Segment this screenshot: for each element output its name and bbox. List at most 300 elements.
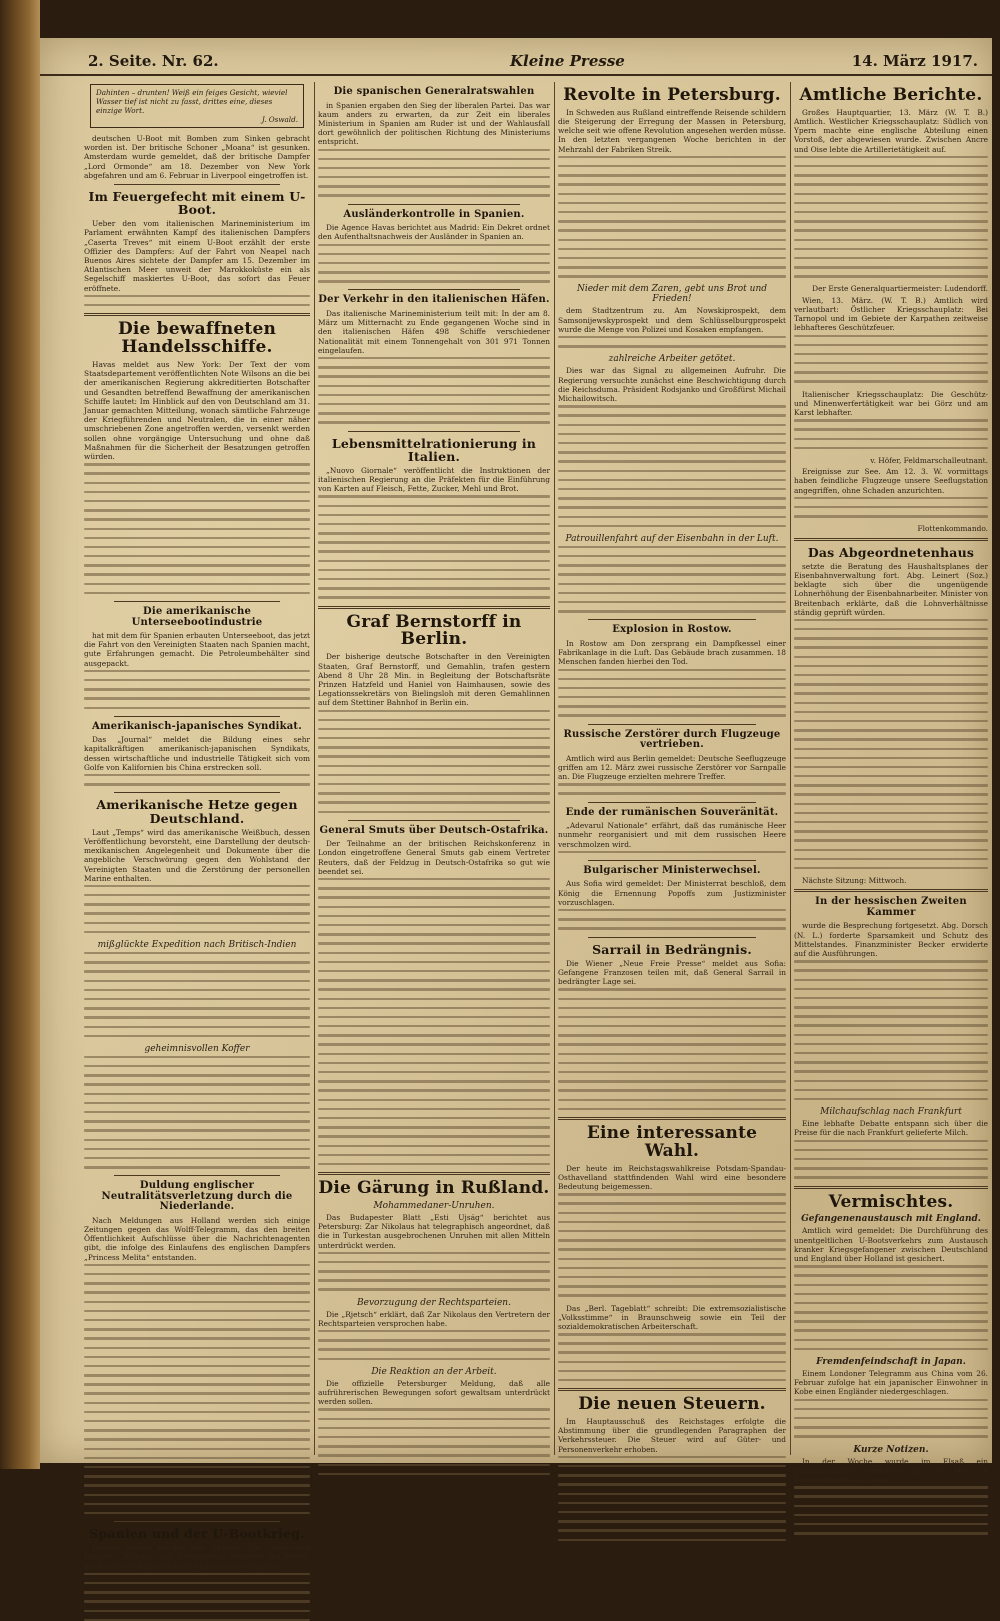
text-line [318,783,550,785]
separator [114,184,280,185]
headline: Graf Bernstorff in Berlin. [346,611,522,650]
text-line [318,532,550,534]
text-line [84,509,310,511]
text-line [318,158,550,160]
text-line [558,1239,786,1241]
quote-text: Dahinten – drunten! Weiß ein feiges Gesicht, wieviel Wasser tief ist nicht zu fasst, drittes eine, dieses einzige Wort. [96,88,288,115]
text-line [558,1493,786,1495]
text-line [794,665,988,667]
text-line [318,915,550,917]
text-line [318,801,550,803]
text-line [318,1454,550,1456]
text-line [794,1158,988,1160]
text-line [318,596,550,598]
separator [318,1172,550,1175]
text-line [318,1418,550,1420]
headline: Die bewaffneten Handelsschiffe. [117,319,277,358]
article-text: In Rostow am Don zersprang ein Dampfkessel einer Fabrikanlage in die Luft. Das Gebäude brach zusammen. 18 Menschen fanden hierbei den Tod. [558,638,786,667]
text-line [558,592,786,594]
text-line [84,304,310,306]
text-line [84,1083,310,1085]
text-line [558,1071,786,1073]
text-line [794,646,988,648]
text-line [558,516,786,518]
text-line [318,253,550,255]
text-line [794,183,988,185]
text-line [794,1486,988,1488]
article-text: Der Teilnahme an der britischen Reichskonferenz in London eingetroffene General Smuts gab einem Vertreter Reuters, daß der Feldzug in Deutsch-Ostafrika so gut wie beendet sei. [318,839,550,876]
text-line [84,1457,310,1459]
text-line [84,783,310,785]
text-line [558,555,786,557]
text-line [84,564,310,566]
text-line [318,1252,550,1254]
text-line [558,1202,786,1204]
text-line [558,1043,786,1045]
text-line [558,414,786,416]
text-line [318,1034,550,1036]
subheading: Patrouillenfahrt auf der Eisenbahn in der Luft. [565,533,779,544]
text-line [558,275,786,277]
text-line [794,692,988,694]
text-line [558,851,786,853]
separator [114,1175,280,1176]
text-line [84,592,310,594]
text-line [794,174,988,176]
text-line [558,248,786,250]
article-text: Das italienische Marineministerium teilt mit: In der am 8. März um Mitternacht zu Ende gegangenen Woche sind in den italienischen Häfen 498 Schiffe verschiedener Nationalität mit einem Tonnengehalt von 301 971 Tonnen eingelaufen. [318,308,550,355]
article-text: Nach Meldungen aus Holland werden sich einige Zeitungen gegen das Wolff-Telegramm, das den breiten Öffentlichkeit Aufschlüsse über die Nachrichtenagenten gibt, die infolge des Einlaufens des englischen Dampfers „Princess Melita“ entstanden. [84,1215,310,1262]
text-line [794,711,988,713]
subheading: Bevorzugung der Rechtsparteien. [357,1297,511,1308]
article-text: Ereignisse zur See. Am 12. 3. W. vormittags haben feindliche Flugzeuge unsere Seeflugstation angegriffen, ohne Schaden anzurichten. [794,467,988,495]
text-line [318,403,550,405]
text-line [558,1016,786,1018]
text-line [558,1351,786,1353]
separator [84,313,310,316]
text-line [794,1070,988,1072]
text-line [318,1436,550,1438]
text-line [558,1193,786,1195]
text-line [794,1274,988,1276]
headline: Lebensmittelrationierung in Italien. [331,435,537,464]
separator [588,860,756,861]
headline: Duldung englischer Neutralitätsverletzung durch die Niederlande. [101,1180,293,1213]
signature-line: v. Höfer, Feldmarschalleutnant. [870,455,988,465]
text-line [558,460,786,462]
text-line [318,1473,550,1475]
text-line [318,1464,550,1466]
page-number: 2. Seite. Nr. 62. [88,52,219,70]
text-line [318,578,550,580]
headline: Die amerikanische Unterseebootindustrie [131,606,263,628]
text-line [558,1099,786,1101]
text-line [84,970,310,972]
text-line [794,515,988,517]
text-line [84,688,310,690]
text-line [84,1093,310,1095]
text-line [794,1006,988,1008]
text-line [558,433,786,435]
text-line [318,924,550,926]
text-line [84,1420,310,1422]
text-line [794,656,988,658]
text-line [84,500,310,502]
text-line [794,619,988,621]
article-text: Ueber den vom italienischen Marineministerium im Parlament erwähnten Kampf des italienischen Dampfers „Caserta Treves“ mit einem U-Boot erzählt der erste Offizier des Dampfers: Auf der Fahrt von Neapel nach Buenos Aires sichtete der Dampfer am 15. Dezember im Atlantischen Meer unweit der Marokkoküste ein als Segelschiff maskiertes U-Boot, das sofort das Feuer eröffnete. [84,219,310,293]
text-line [318,988,550,990]
article-text: Amtlich wird aus Berlin gemeldet: Deutsche Seeflugzeuge griffen am 12. März zwei russische Zerstörer vor Sarnpalle an. Die Flugzeuge erzielten mehrere Treffer. [558,753,786,782]
article-text: Die Agence Havas berichtet aus Madrid: Ein Dekret ordnet den Aufenthaltsnachweis der Ausländer in Spanien an. [318,223,550,242]
text-line [318,167,550,169]
column-4 [794,82,988,1484]
article-text: Die „Rjetsch“ erklärt, daß Zar Nikolaus den Vertretern der Rechtsparteien versprochen habe. [318,1309,550,1328]
text-line [558,506,786,508]
text-line [84,1139,310,1141]
text-line [794,1061,988,1063]
text-line [318,1279,550,1281]
text-line [558,1474,786,1476]
separator [114,1521,280,1522]
text-line [558,1080,786,1082]
text-line [558,705,786,707]
article-text: in Spanien ergaben den Sieg der liberalen Partei. Das war kaum anders zu erwarten, da zur Zeit ein liberales Ministerium in Spanien am Ruder ist und der Wahlausfall dort gewöhnlich der politischen Richtung des Ministeriums entspricht. [318,100,550,147]
text-line [84,1074,310,1076]
text-line [84,894,310,896]
text-line [318,961,550,963]
column-2 [318,82,550,1455]
article-text: Wien, 13. März. (W. T. B.) Amtlich wird verlautbart: Östlicher Kriegsschauplatz: Bei Tarnopol und im Gebiete der Karpathen zeitweise lebhafteres Geschützfeuer. [794,295,988,333]
text-line [318,495,550,497]
text-line [794,1265,988,1267]
text-line [794,867,988,869]
text-line [558,669,786,671]
text-line [84,573,310,575]
text-line [794,748,988,750]
text-line [84,1411,310,1413]
masthead [40,48,992,76]
text-line [318,970,550,972]
text-line [558,345,786,347]
headline: Die spanischen Generalratswahlen [333,86,535,97]
text-line [794,702,988,704]
text-line [318,1007,550,1009]
article-text: Nächste Sitzung: Mittwoch. [802,876,907,886]
text-line [558,525,786,527]
text-line [84,697,310,699]
article-text: Das „Berl. Tageblatt“ schreibt: Die extremsozialistische „Volksstimme“ in Braunschweig sowie ein Teil der sozialdemokratischen Arbeiterschaft. [558,1303,786,1331]
text-line [558,783,786,785]
text-line [794,156,988,158]
text-line [558,792,786,794]
separator [558,1117,786,1120]
text-line [84,1448,310,1450]
text-line [558,266,786,268]
text-line [558,470,786,472]
text-line [794,1495,988,1497]
text-line [794,257,988,259]
text-line [794,497,988,499]
text-line [84,1475,310,1477]
text-line [558,1520,786,1522]
text-line [558,564,786,566]
text-line [84,922,310,924]
headline: Bulgarischer Ministerwechsel. [583,864,761,876]
article-text: hat mit dem für Spanien erbauten Unterseeboot, das jetzt die Fahrt von den Vereinigten Staaten nach Spanien macht, gute Erfahrungen gemacht. Die Petroleumbehälter sind ausgepackt. [84,631,310,668]
text-line [84,670,310,672]
article-text: wurde die Besprechung fortgesetzt. Abg. Dorsch (N. L.) forderte Sparsamkeit und Schutz des Mittelstandes. Finanzminister Becker erwiderte auf die Ausführungen. [794,921,988,958]
subheading: Kurze Notizen. [853,1444,929,1455]
text-line [558,714,786,716]
text-line [84,1120,310,1122]
text-line [558,257,786,259]
text-line [794,969,988,971]
text-line [794,1024,988,1026]
text-line [558,678,786,680]
headline: In der hessischen Zweiten Kammer [815,896,967,918]
text-line [794,353,988,355]
text-line [84,472,310,474]
text-line [318,1270,550,1272]
text-line [318,1080,550,1082]
text-line [84,989,310,991]
text-line [84,463,310,465]
subheading: Fremdenfeindschaft in Japan. [816,1357,966,1368]
text-line [794,1089,988,1091]
separator [588,937,756,938]
text-line [318,1016,550,1018]
text-line [558,156,786,158]
text-line [84,1337,310,1339]
newspaper-page [40,38,992,1571]
text-line [318,394,550,396]
text-line [318,878,550,880]
text-line [794,793,988,795]
signature-line: Der Erste Generalquartiermeister: Ludendorff. [812,284,988,294]
text-line [318,746,550,748]
text-line [558,1248,786,1250]
text-line [794,766,988,768]
text-line [84,679,310,681]
article-text: Im Hauptausschuß des Reichstages erfolgte die Abstimmung über die grundlegenden Paragraphen der Verkehrssteuer. Die Steuer wird auf Güter- und Personenverkehr erhoben. [558,1417,786,1454]
text-line [558,336,786,338]
text-line [558,229,786,231]
text-line [794,1523,988,1525]
column-1 [84,82,310,1571]
text-line [84,1600,310,1602]
text-line [84,1383,310,1385]
text-line [318,1126,550,1128]
headline: Vermischtes. [828,1191,954,1212]
text-line [318,728,550,730]
text-line [794,1505,988,1507]
text-line [794,1034,988,1036]
text-line [794,193,988,195]
text-line [318,774,550,776]
text-line [318,185,550,187]
text-line [794,757,988,759]
headline: Amtliche Berichte. [799,85,983,105]
text-line [84,1512,310,1514]
column-rule [314,82,315,1455]
separator [588,724,756,725]
column-rule [554,82,555,1455]
text-line [84,1026,310,1028]
text-line [794,362,988,364]
text-line [558,165,786,167]
text-line [794,1167,988,1169]
text-line [558,202,786,204]
text-line [558,1483,786,1485]
text-line [318,1358,550,1360]
text-line [84,1065,310,1067]
text-line [558,573,786,575]
text-line [794,1015,988,1017]
text-line [558,1361,786,1363]
separator [114,716,280,717]
subheading: geheimnisvollen Koffer [144,1043,250,1054]
text-line [794,371,988,373]
separator [794,538,988,541]
book-spine [0,0,40,1469]
text-line [794,202,988,204]
article-text: Die Wiener „Neue Freie Presse“ meldet aus Sofia: Gefangene Franzosen teilen mit, daß General Sarrail in bedrängter Lage sei. [558,958,786,987]
text-line [558,220,786,222]
text-line [794,839,988,841]
text-line [318,280,550,282]
text-line [84,1573,310,1575]
text-line [318,737,550,739]
separator [588,802,756,803]
text-line [318,998,550,1000]
text-line [794,858,988,860]
text-line [84,1494,310,1496]
text-line [794,784,988,786]
text-line [318,1135,550,1137]
text-line [318,385,550,387]
article-text: Havas meldet aus New York: Der Text der vom Staatsdepartement veröffentlichten Note Wilsons an die bei der amerikanischen Regierung akkreditierten Botschafter und Gesandten betreffend Bewaffnung der amerikanischen Schiffe lautet: Im Hinblick auf den von Deutschland am 31. Januar gemachten Mitteilung, wonach sämtliche Fahrzeuge der Kriegführenden und Neutralen, die in einer näher umschriebenen Zone angetroffen werden, versenkt werden sollen ohne vorgängige Untersuchung und ohne daß Maßnahmen für die Sicherheit der Besatzungen getroffen würden. [84,359,310,461]
article-text: Einem Londoner Telegramm aus China vom 26. Februar zufolge hat ein japanischer Einwohner in Kobe einen Engländer niedergeschlagen. [794,1369,988,1397]
text-line [558,1456,786,1458]
text-line [794,275,988,277]
headline: Revolte in Petersburg. [563,85,781,105]
text-line [558,1230,786,1232]
text-line [318,505,550,507]
text-line [558,174,786,176]
text-line [558,1276,786,1278]
text-line [84,1016,310,1018]
separator [348,289,520,290]
text-line [794,1140,988,1142]
text-line [558,601,786,603]
text-line [318,710,550,712]
subheading: zahlreiche Arbeiter getötet. [608,354,736,365]
text-line [558,1053,786,1055]
text-line [794,960,988,962]
text-line [558,488,786,490]
text-line [84,1402,310,1404]
article-text: Aus Sofia wird gemeldet: Der Ministerrat beschloß, dem König die Ernennung Popoffs zum Justizminister vorzuschlagen. [558,879,786,907]
text-line [558,1333,786,1335]
text-line [794,1320,988,1322]
text-line [318,979,550,981]
text-line [318,587,550,589]
text-line [558,442,786,444]
text-line [794,1098,988,1100]
text-line [794,1399,988,1401]
separator [348,204,520,205]
text-line [558,909,786,911]
text-line [794,1311,988,1313]
text-line [794,1302,988,1304]
text-line [794,1293,988,1295]
text-line [558,424,786,426]
text-line [794,729,988,731]
text-line [318,1288,550,1290]
text-line [794,849,988,851]
text-line [794,1149,988,1151]
text-line [84,885,310,887]
text-line [84,1591,310,1593]
text-line [794,419,988,421]
text-line [794,506,988,508]
text-line [318,244,550,246]
text-line [794,1532,988,1534]
text-line [558,696,786,698]
headline: Die neuen Steuern. [578,1394,766,1415]
text-line [318,1427,550,1429]
text-line [84,1291,310,1293]
text-line [318,421,550,423]
article-text: Eine lebhafte Debatte entspann sich über die Preise für die nach Frankfurt gelieferte Milch. [794,1119,988,1138]
text-line [84,1111,310,1113]
text-line [318,1330,550,1332]
text-line [794,1043,988,1045]
text-line [558,1025,786,1027]
text-line [318,811,550,813]
headline: Das Abgeordnetenhaus [807,544,975,560]
text-line [318,1408,550,1410]
text-line [84,1310,310,1312]
text-line [558,583,786,585]
quote-author: J. Oswald. [261,115,298,124]
text-line [794,738,988,740]
text-line [794,637,988,639]
article-text: Das „Journal“ meldet die Bildung eines sehr kapitalkräftigen amerikanisch-japanischen Syndikats, dessen wirtschaftliche und industrielle Tätigkeit sich vom Golfe von Kalifornien bis China erstrecken soll. [84,735,310,772]
text-line [84,546,310,548]
text-line [794,812,988,814]
headline: Im Feuergefecht mit einem U-Boot. [88,189,306,218]
text-line [794,1176,988,1178]
text-line [84,1157,310,1159]
text-line [84,931,310,933]
article-text: Der bisherige deutsche Botschafter in den Vereinigten Staaten, Graf Bernstorff, und Gemahlin, trafen gestern Abend 8 Uhr 28 Min. in Begleitung der Botschaftsräte Prinzen Hatzfeld und Haniel von Haimhausen, sowie des Legationssekretärs von Bielingsloh mit deren Gemahlinnen auf dem Stettiner Bahnhof in Berlin ein. [318,652,550,708]
text-line [84,1438,310,1440]
text-line [84,1129,310,1131]
text-line [318,412,550,414]
separator [588,619,756,620]
text-line [318,560,550,562]
text-line [794,1426,988,1428]
text-line [558,183,786,185]
text-line [794,997,988,999]
text-line [84,998,310,1000]
newspaper-title: Kleine Presse [510,52,625,70]
text-line [84,961,310,963]
text-line [318,765,550,767]
text-line [84,774,310,776]
text-line [558,1465,786,1467]
